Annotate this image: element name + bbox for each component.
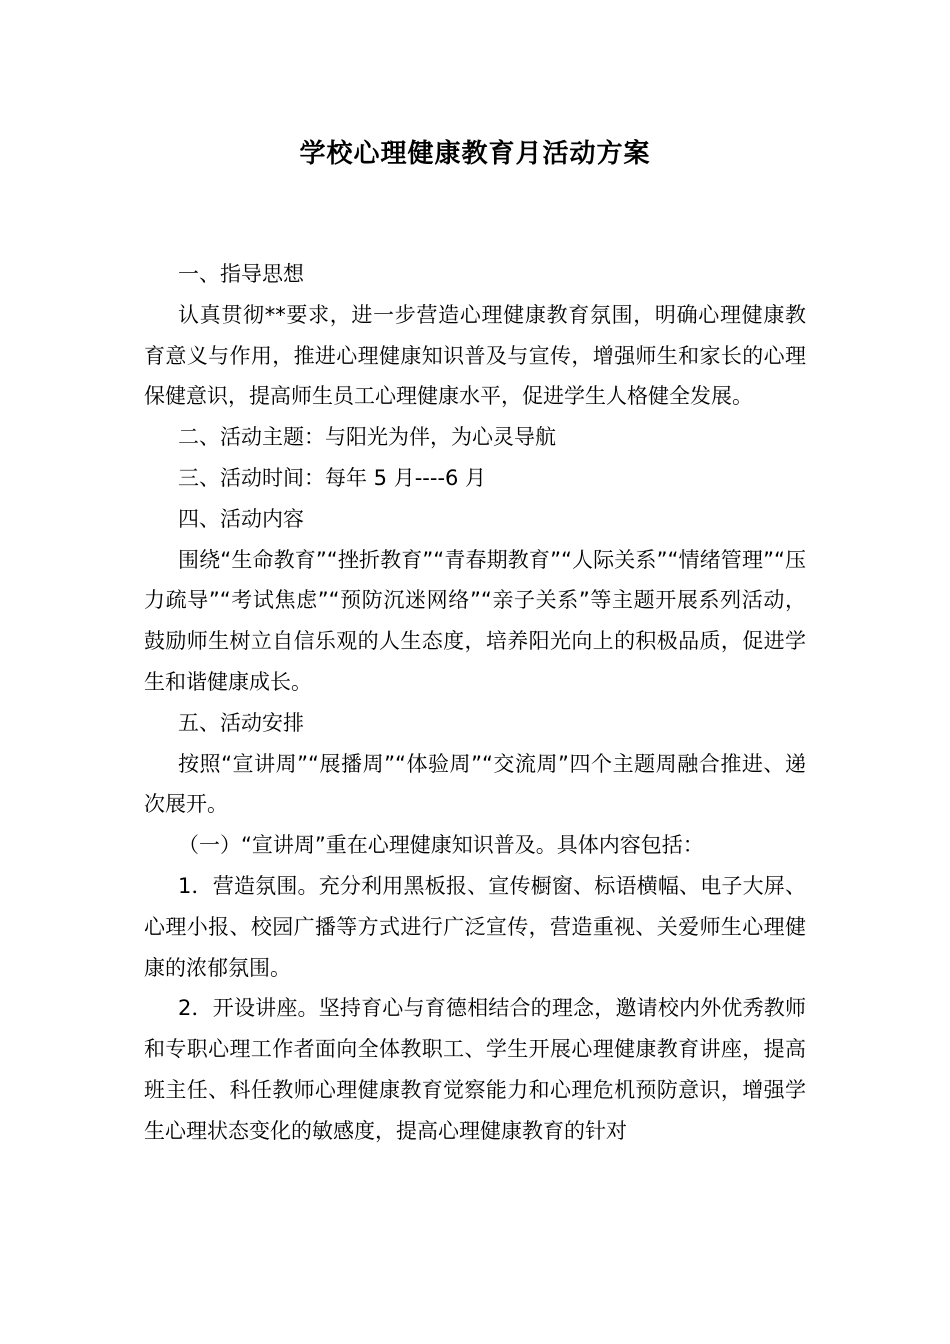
section-heading-guiding-ideology: 一、指导思想 [178, 262, 304, 286]
section-heading-activity-time: 三、活动时间：每年 5 月----6 月 [178, 465, 487, 490]
document-title: 学校心理健康教育月活动方案 [299, 139, 651, 169]
section-heading-activity-content: 四、活动内容 [178, 506, 304, 531]
section-heading-activity-arrangement: 五、活动安排 [178, 710, 304, 735]
paragraph-activity-arrangement: 按照“宣讲周”“展播周”“体验周”“交流周”四个主题周融合推进、递次展开。 [144, 751, 806, 817]
paragraph-activity-content: 围绕“生命教育”“挫折教育”“青春期教育”“人际关系”“情绪管理”“压力疏导”“考试焦虑”“预防沉迷网络”“亲子关系”等主题开展系列活动，鼓励师生树立自信乐观的人生态度，培养阳光向上的积极品质，促进学生和谐健康成长。 [144, 547, 806, 694]
section-heading-activity-theme: 二、活动主题：与阳光为伴，为心灵导航 [178, 425, 556, 450]
subsection-heading-lecture-week: （一）“宣讲周”重在心理健康知识普及。具体内容包括： [178, 833, 704, 858]
list-item-hold-lectures: 2．开设讲座。坚持育心与育德相结合的理念，邀请校内外优秀教师和专职心理工作者面向全体教职工、学生开展心理健康教育讲座，提高班主任、科任教师心理健康教育觉察能力和心理危机预防意识，增强学生心理状态变化的敏感度，提高心理健康教育的针对 [144, 996, 806, 1143]
paragraph-guiding-ideology: 认真贯彻**要求，进一步营造心理健康教育氛围，明确心理健康教育意义与作用，推进心理健康知识普及与宣传，增强师生和家长的心理保健意识，提高师生员工心理健康水平，促进学生人格健全发展。 [144, 302, 806, 409]
list-item-create-atmosphere: 1．营造氛围。充分利用黑板报、宣传橱窗、标语横幅、电子大屏、心理小报、校园广播等方式进行广泛宣传，营造重视、关爱师生心理健康的浓郁氛围。 [144, 873, 806, 980]
document-body [144, 254, 806, 1152]
